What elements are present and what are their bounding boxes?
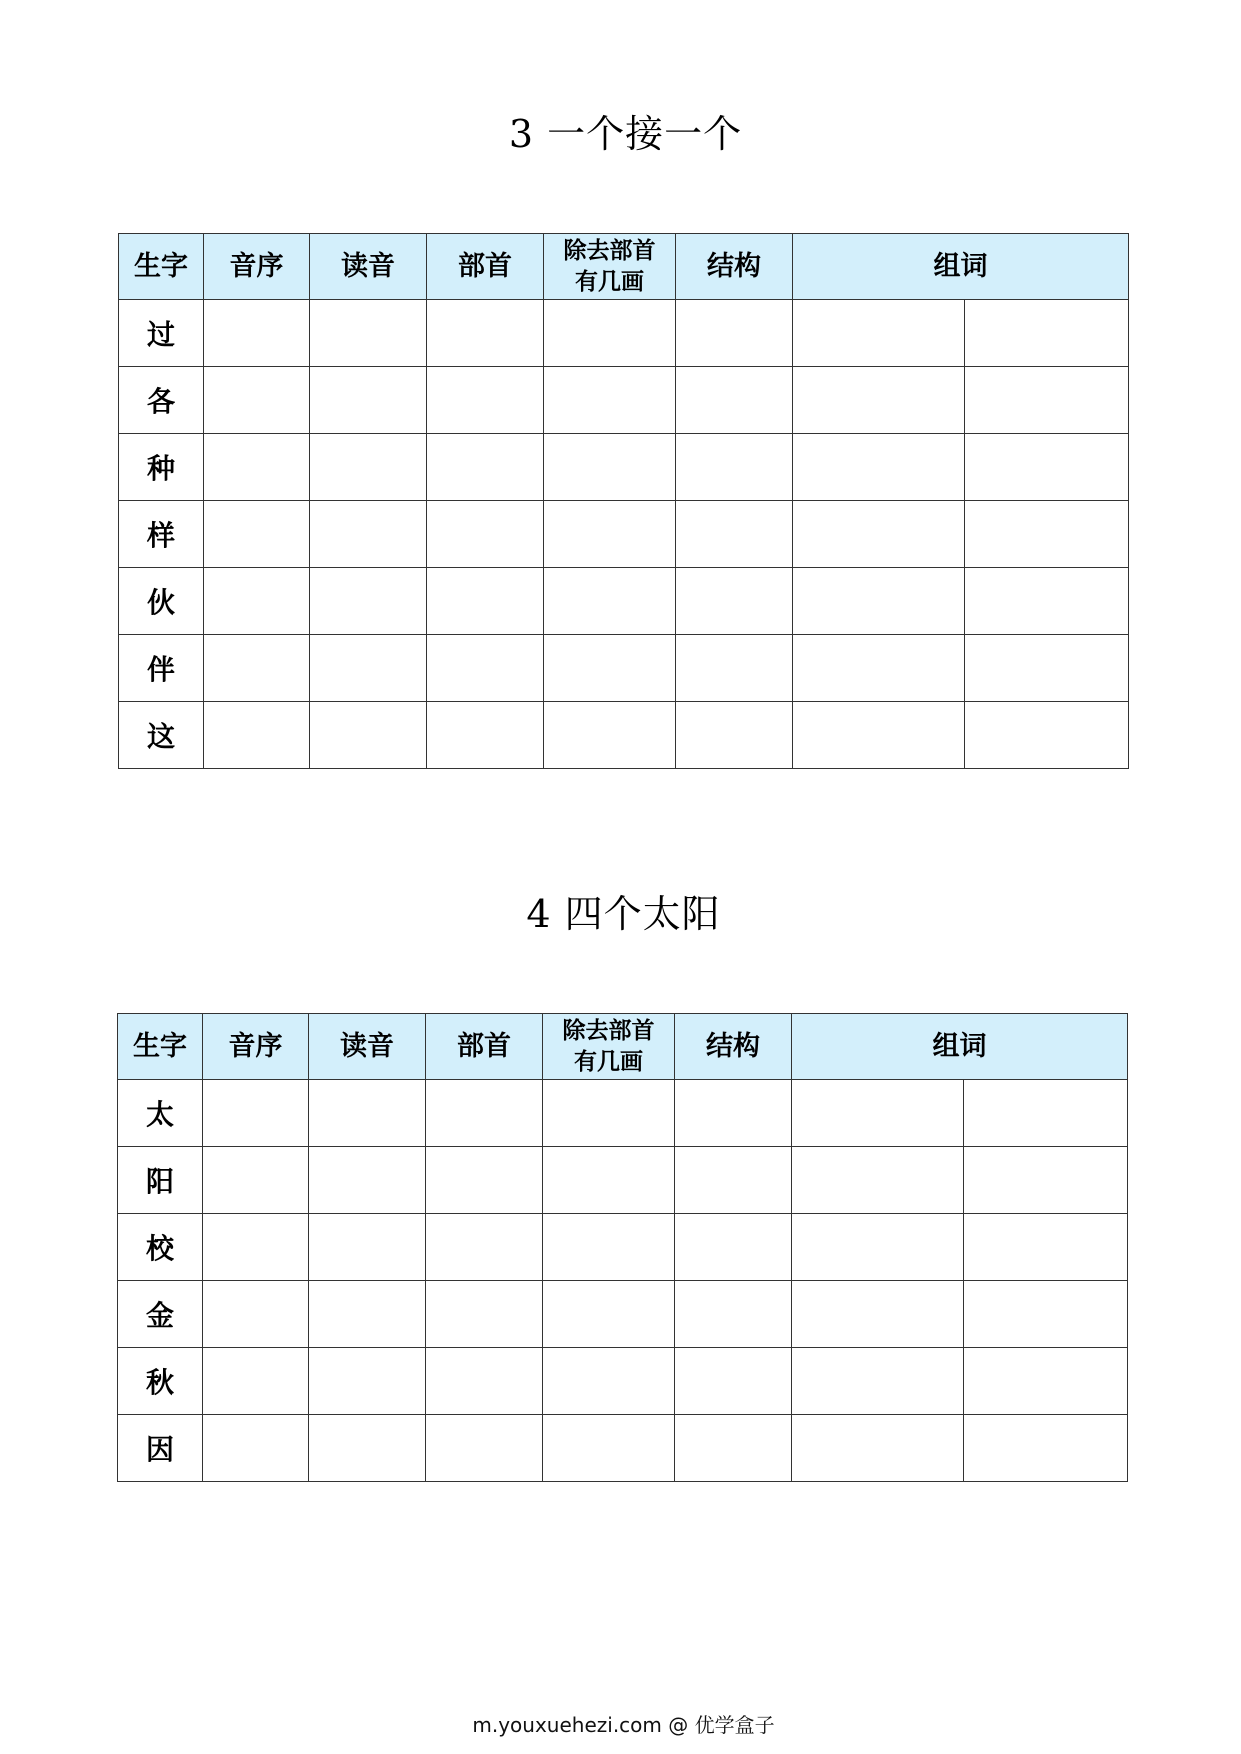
word-cell-1[interactable] [793,434,965,501]
structure-cell[interactable] [676,434,793,501]
radical-cell[interactable] [426,1281,543,1348]
pronunciation-cell[interactable] [310,635,427,702]
pronunciation-cell[interactable] [310,568,427,635]
order-cell[interactable] [203,1415,309,1482]
word-cell-1[interactable] [793,635,965,702]
character-cell: 过 [119,300,204,367]
radical-cell[interactable] [426,1415,543,1482]
structure-cell[interactable] [676,568,793,635]
radical-cell[interactable] [426,1147,543,1214]
structure-cell[interactable] [676,635,793,702]
lesson-title-1: 3 一个接一个 [508,112,743,156]
structure-cell[interactable] [675,1080,792,1147]
strokes-cell[interactable] [544,300,676,367]
radical-cell[interactable] [427,300,544,367]
character-cell: 种 [119,434,204,501]
order-cell[interactable] [204,635,310,702]
strokes-cell[interactable] [543,1415,675,1482]
word-cell-2[interactable] [965,501,1129,568]
character-cell: 各 [119,367,204,434]
structure-cell[interactable] [675,1415,792,1482]
header-strokes-line1: 除去部首 [562,1017,655,1044]
character-cell: 校 [118,1214,203,1281]
radical-cell[interactable] [426,1348,543,1415]
table-row [119,434,1129,501]
footer [0,1712,1241,1738]
radical-cell[interactable] [427,501,544,568]
structure-cell[interactable] [676,300,793,367]
character-cell: 伴 [119,635,204,702]
table-row [119,568,1129,635]
character-cell: 样 [119,501,204,568]
table-row [119,300,1129,367]
structure-cell[interactable] [675,1281,792,1348]
table-row [119,635,1129,702]
radical-cell[interactable] [426,1214,543,1281]
word-cell-1[interactable] [793,300,965,367]
word-cell-2[interactable] [964,1415,1128,1482]
word-cell-1[interactable] [792,1147,964,1214]
character-table-2 [117,1013,1128,1482]
word-cell-2[interactable] [965,635,1129,702]
order-cell[interactable] [204,568,310,635]
radical-cell[interactable] [427,367,544,434]
pronunciation-cell[interactable] [310,300,427,367]
header-order: 音序 [203,1014,309,1080]
header-char: 生字 [119,234,204,300]
strokes-cell[interactable] [543,1080,675,1147]
strokes-cell[interactable] [544,568,676,635]
strokes-cell[interactable] [543,1281,675,1348]
strokes-cell[interactable] [543,1147,675,1214]
footer-brand: 优学盒子 [694,1713,775,1737]
word-cell-1[interactable] [792,1348,964,1415]
order-cell[interactable] [204,501,310,568]
character-cell: 金 [118,1281,203,1348]
word-cell-1[interactable] [793,367,965,434]
word-cell-2[interactable] [965,434,1129,501]
strokes-cell[interactable] [543,1348,675,1415]
structure-cell[interactable] [676,501,793,568]
structure-cell[interactable] [675,1147,792,1214]
lesson-title-2: 4 四个太阳 [526,892,721,936]
table-row [119,702,1129,769]
word-cell-2[interactable] [965,568,1129,635]
header-strokes [544,234,676,300]
strokes-cell[interactable] [544,635,676,702]
character-cell: 因 [118,1415,203,1482]
pronunciation-cell[interactable] [309,1348,426,1415]
header-structure: 结构 [676,234,793,300]
order-cell[interactable] [204,702,310,769]
pronunciation-cell[interactable] [310,501,427,568]
header-strokes-line1: 除去部首 [563,237,656,264]
character-cell: 这 [119,702,204,769]
order-cell[interactable] [203,1147,309,1214]
header-pronunciation: 读音 [309,1014,426,1080]
table-row [119,367,1129,434]
strokes-cell[interactable] [544,501,676,568]
pronunciation-cell[interactable] [309,1214,426,1281]
order-cell[interactable] [203,1281,309,1348]
footer-separator: @ [668,1713,689,1737]
header-structure: 结构 [675,1014,792,1080]
table-header-row [119,234,1129,300]
structure-cell[interactable] [675,1348,792,1415]
pronunciation-cell[interactable] [309,1281,426,1348]
radical-cell[interactable] [427,702,544,769]
word-cell-2[interactable] [964,1214,1128,1281]
strokes-cell[interactable] [544,367,676,434]
table-header-row [118,1014,1128,1080]
header-strokes-line2: 有几画 [575,268,644,295]
word-cell-2[interactable] [964,1348,1128,1415]
word-cell-2[interactable] [965,702,1129,769]
radical-cell[interactable] [427,568,544,635]
structure-cell[interactable] [676,702,793,769]
word-cell-2[interactable] [964,1080,1128,1147]
structure-cell[interactable] [676,367,793,434]
header-radical: 部首 [427,234,544,300]
strokes-cell[interactable] [544,702,676,769]
word-cell-1[interactable] [792,1281,964,1348]
character-table-1 [118,233,1129,769]
strokes-cell[interactable] [543,1214,675,1281]
order-cell[interactable] [204,367,310,434]
word-cell-2[interactable] [965,300,1129,367]
header-order: 音序 [204,234,310,300]
pronunciation-cell[interactable] [309,1147,426,1214]
order-cell[interactable] [203,1214,309,1281]
pronunciation-cell[interactable] [310,434,427,501]
word-cell-1[interactable] [792,1415,964,1482]
header-strokes [543,1014,675,1080]
header-strokes-line2: 有几画 [574,1048,643,1075]
word-cell-1[interactable] [793,568,965,635]
table-row [118,1147,1128,1214]
header-char: 生字 [118,1014,203,1080]
pronunciation-cell[interactable] [309,1415,426,1482]
radical-cell[interactable] [426,1080,543,1147]
header-words: 组词 [793,234,1129,300]
character-cell: 阳 [118,1147,203,1214]
character-cell: 太 [118,1080,203,1147]
strokes-cell[interactable] [544,434,676,501]
header-words: 组词 [792,1014,1128,1080]
character-cell: 秋 [118,1348,203,1415]
table-row [118,1214,1128,1281]
order-cell[interactable] [204,434,310,501]
word-cell-2[interactable] [965,367,1129,434]
table-row [119,501,1129,568]
table-row [118,1348,1128,1415]
word-cell-2[interactable] [964,1147,1128,1214]
pronunciation-cell[interactable] [310,367,427,434]
word-cell-1[interactable] [792,1214,964,1281]
word-cell-2[interactable] [964,1281,1128,1348]
table-row [118,1415,1128,1482]
order-cell[interactable] [203,1348,309,1415]
table-row [118,1080,1128,1147]
structure-cell[interactable] [675,1214,792,1281]
radical-cell[interactable] [427,635,544,702]
radical-cell[interactable] [427,434,544,501]
word-cell-1[interactable] [793,501,965,568]
order-cell[interactable] [203,1080,309,1147]
word-cell-1[interactable] [792,1080,964,1147]
character-cell: 伙 [119,568,204,635]
table-row [118,1281,1128,1348]
pronunciation-cell[interactable] [310,702,427,769]
order-cell[interactable] [204,300,310,367]
header-radical: 部首 [426,1014,543,1080]
footer-site-link[interactable]: m.youxuehezi.com [472,1713,662,1737]
header-pronunciation: 读音 [310,234,427,300]
pronunciation-cell[interactable] [309,1080,426,1147]
word-cell-1[interactable] [793,702,965,769]
